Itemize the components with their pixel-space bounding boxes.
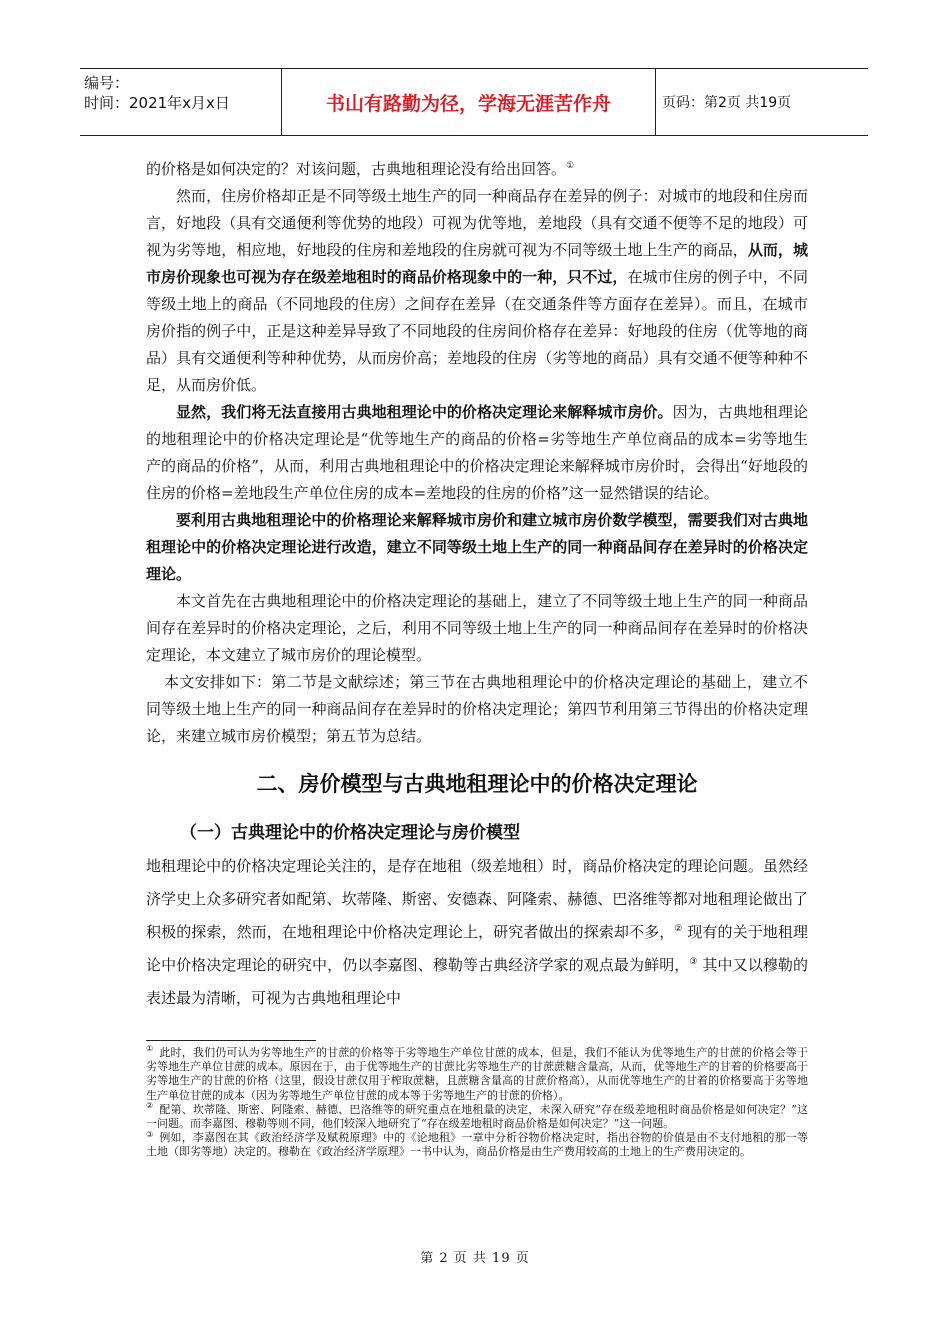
document-number-label: 编号： — [84, 74, 130, 92]
header-meta — [80, 69, 282, 135]
paragraph-text: 的价格是如何决定的？对该问题，古典地租理论没有给出回答。 — [146, 160, 567, 178]
footnote-text: 此时，我们仍可认为劣等地生产的甘蔗的价格等于劣等地生产单位甘蔗的成本，但是，我们不能认为优等地生产的甘蔗的价格会等于劣等地生产单位甘蔗的成本。原因在于，由于优等地生产的甘蔗比劣等地生产的甘蔗蔗糖含量高，从而，优等地生产的甘着的价格要高于劣等地生产的甘蔗的价格（这里，假设甘蔗仅用于榨取蔗糖，且蔗糖含量高的甘蔗价格高），从而优等地生产的甘着的价格要高于劣等地生产单位甘蔗的成本（因为劣等地生产单位甘蔗的成本等于劣等地生产的甘蔗的价格）。 — [146, 1046, 808, 1102]
document-time-label: 时间：2021年x月x日 — [84, 94, 230, 112]
footnote — [146, 1046, 808, 1103]
footnote-mark: ③ — [146, 1129, 154, 1139]
paragraph-text: 现有的关于地租理论中价格决定理论的研究中，仍以李嘉图、穆勒等古典经济学家的观点最为鲜明， — [146, 923, 808, 974]
paragraph-text: 因为，古典地租理论的地租理论中的价格决定理论是“优等地生产的商品的价格=劣等地生产单位商品的成本=劣等地生产的商品的价格”，从而，利用古典地租理论中的价格决定理论来解释城市房价时，会得出“好地段的住房的价格=差地段生产单位住房的成本=差地段的住房的价格”这一显然错误的结论。 — [146, 403, 808, 502]
paragraph-text: 然而，住房价格却正是不同等级土地生产的同一种商品存在差异的例子：对城市的地段和住房而言，好地段（具有交通便利等优势的地段）可视为优等地，差地段（具有交通不便等不足的地段）可视为劣等地，相应地，好地段的住房和差地段的住房就可视为不同等级土地上生产的商品， — [146, 187, 808, 259]
paragraph — [146, 399, 808, 507]
footnote-ref[interactable]: ③ — [689, 957, 698, 967]
paragraph — [146, 156, 808, 183]
footnote-mark: ① — [146, 1044, 154, 1054]
footnote-text: 例如，李嘉图在其《政治经济学及赋税原理》中的《论地租》一章中分析谷物价格决定时，指出谷物的价值是由不支付地租的那一等土地（即劣等地）决定的。穆勒在《政治经济学原理》一书中认为，商品价格是由生产费用较高的土地上的生产费用决定的。 — [146, 1131, 808, 1159]
section-heading: 二、房价模型与古典地租理论中的价格决定理论 — [256, 772, 698, 796]
footnote-ref[interactable]: ① — [566, 161, 575, 171]
footnote — [146, 1131, 808, 1159]
paragraph-text: 其中又以穆勒的表述最为清晰，可视为古典地租理论中 — [146, 956, 808, 1007]
footnotes — [146, 1046, 808, 1160]
page-footer: 第 2 页 共 19 页 — [420, 1251, 530, 1266]
paragraph-text: 地租理论中的价格决定理论关注的，是存在地租（级差地租）时，商品价格决定的理论问题。虽然经济学史上众多研究者如配第、坎蒂隆、斯密、安德森、阿隆索、赫德、巴洛维等都对地租理论做出了积极的探索，然而，在地租理论中价格决定理论上，研究者做出的探索却不多， — [146, 857, 808, 941]
subsection-heading: （一）古典理论中的价格决定理论与房价模型 — [180, 823, 520, 843]
paragraph — [146, 850, 808, 1015]
footnote-mark: ② — [146, 1101, 154, 1111]
header-motto: 书山有路勤为径，学海无涯苦作舟 — [282, 69, 656, 135]
paragraph: 本文首先在古典地租理论中的价格决定理论的基础上，建立了不同等级土地上生产的同一种商品间存在差异时的价格决定理论，之后，利用不同等级土地上生产的同一种商品间存在差异时的价格决定理论，本文建立了城市房价的理论模型。 — [146, 592, 808, 664]
emphasis-text: 显然，我们将无法直接用古典地租理论中的价格决定理论来解释城市房价。 — [176, 403, 673, 421]
paragraph-emphasis: 要利用古典地租理论中的价格理论来解释城市房价和建立城市房价数学模型，需要我们对古典地租理论中的价格决定理论进行改造，建立不同等级土地上生产的同一种商品间存在差异时的价格决定理论。 — [146, 511, 808, 583]
footnote-ref[interactable]: ② — [674, 924, 683, 934]
paragraph: 本文安排如下：第二节是文献综述；第三节在古典地租理论中的价格决定理论的基础上，建立不同等级土地上生产的同一种商品间存在差异时的价格决定理论；第四节利用第三节得出的价格决定理论，来建立城市房价模型；第五节为总结。 — [146, 673, 808, 745]
footnote-divider — [146, 1040, 316, 1041]
section-body — [146, 850, 808, 1015]
footnote — [146, 1103, 808, 1131]
body-text — [146, 156, 808, 750]
emphasis-text: 从而，城市房价现象也可视为存在级差地租时的商品价格现象中的一种，只不过， — [146, 241, 808, 286]
page-header — [80, 68, 868, 136]
paragraph — [146, 183, 808, 399]
paragraph-text: 在城市住房的例子中，不同等级土地上的商品（不同地段的住房）之间存在差异（在交通条件等方面存在差异）。而且，在城市房价指的例子中，正是这种差异导致了不同地段的住房间价格存在差异：好地段的住房（优等地的商品）具有交通便利等种种优势，从而房价高；差地段的住房（劣等地的商品）具有交通不便等种种不足，从而房价低。 — [146, 268, 808, 394]
header-page-code: 页码：第2页 共19页 — [662, 95, 792, 111]
footnote-text: 配第、坎蒂隆、斯密、阿隆索、赫德、巴洛维等的研究重点在地租量的决定，未深入研究“存在级差地租时商品价格是如何决定？”这一问题。而李嘉图、穆勒等则不同，他们较深入地研究了“存在级差地租时商品价格是如何决定？”这一问题。 — [146, 1102, 809, 1131]
